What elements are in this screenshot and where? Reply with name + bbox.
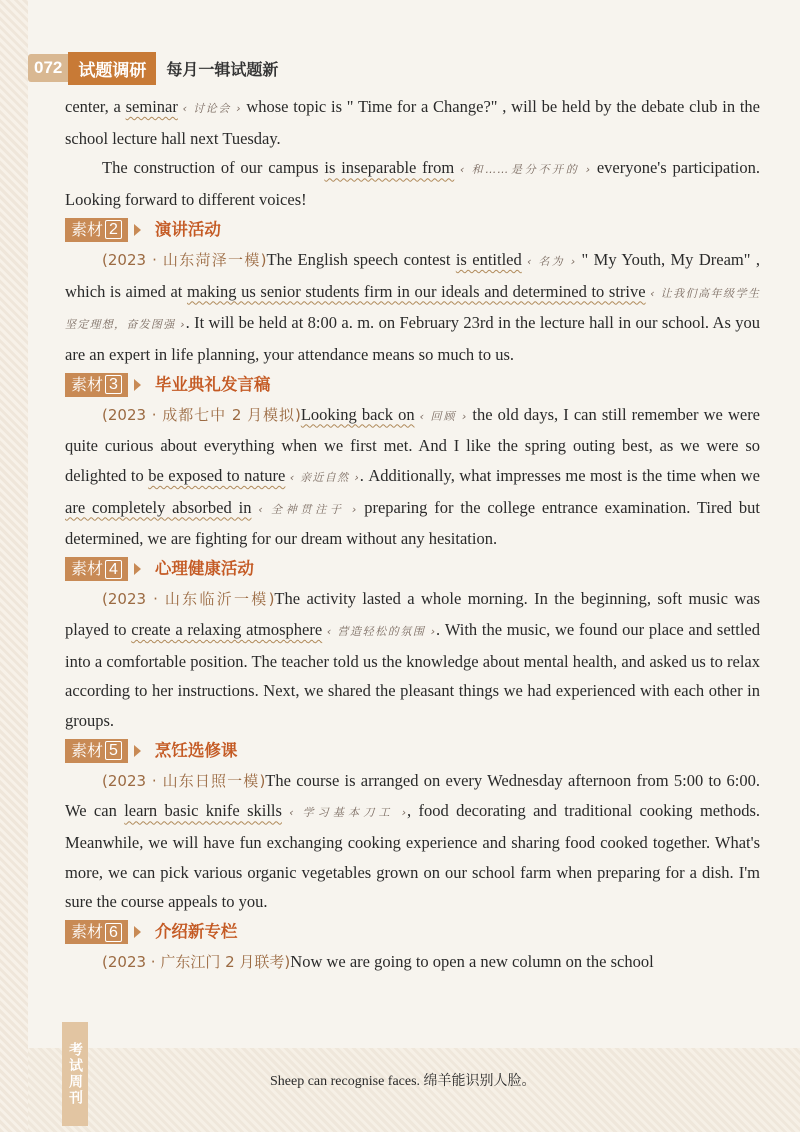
- phrase-note: ‹ 亲近自然 ›: [290, 471, 360, 484]
- page-header: [28, 48, 800, 88]
- key-phrase: learn basic knife skills: [124, 801, 282, 821]
- phrase-note: ‹ 回顾 ›: [420, 410, 468, 423]
- material-heading: [65, 554, 760, 584]
- material-text: ( 2023 · 山东临沂一模 ) The activity lasted a whole morning. In the beginning, soft music was played to create a relaxing atmosphere ‹ 营造轻松的氛围 › . With the music, we found our place and settled into a comfortable position. The teacher told us the knowledge about mental health, and asked us to relax according to her instructions. Next, we shared the pleasant things we had experienced with each other in groups.: [65, 584, 760, 736]
- material-text: ( 2023 · 山东菏泽一模 ) The English speech contest is entitled ‹ 名为 › " My Youth, My Dream" , which is aimed at making us senior students firm in our ideals and determined to strive ‹ 让我们高年级学生坚定理想，奋发图强 › . It will be held at 8:00 a. m. on February 23rd in the lecture hall in our school. As you are an expert in life planning, your attendance means so much to us.: [65, 245, 760, 370]
- arrow-icon: [134, 563, 141, 575]
- key-phrase: is inseparable from: [324, 158, 455, 178]
- phrase-note: ‹ 和……是分不开的 ›: [460, 163, 591, 176]
- source-tag: ( 2023 · 成都七中 2 月模拟 ): [102, 406, 301, 424]
- arrow-icon: [134, 224, 141, 236]
- page-number: 072: [28, 54, 68, 82]
- header-subtitle: 每月一辑试题新: [166, 59, 279, 79]
- material-topic: 烹饪选修课: [154, 740, 238, 760]
- material-text: ( 2023 · 广东江门 2 月联考 ) Now we are going to open a new column on the school: [65, 947, 760, 978]
- material-topic: 演讲活动: [154, 219, 221, 239]
- page-footer: [28, 1048, 800, 1132]
- material-number: 6: [105, 923, 122, 942]
- material-number: 3: [105, 375, 122, 394]
- source-tag: ( 2023 · 山东临沂一模 ): [102, 590, 274, 608]
- source-tag: ( 2023 · 广东江门 2 月联考 ): [102, 953, 290, 971]
- footer-fact: [270, 1070, 536, 1090]
- material-number: 4: [105, 560, 122, 579]
- arrow-icon: [134, 379, 141, 391]
- material-badge: 素材 4: [65, 557, 128, 581]
- material-badge: 素材 5: [65, 739, 128, 763]
- left-margin-strip: [0, 0, 28, 1132]
- intro-paragraph-1: center, a seminar ‹ 讨论会 › whose topic is " Time for a Change?" , will be held by the debate club in the school lecture hall next Tuesday.: [65, 92, 760, 153]
- key-phrase: are completely absorbed in: [65, 497, 252, 517]
- footer-fact-en: Sheep can recognise faces.: [270, 1074, 421, 1089]
- material-topic: 介绍新专栏: [154, 922, 238, 942]
- phrase-note: ‹ 名为 ›: [527, 255, 576, 268]
- intro-paragraph-2: The construction of our campus is inseparable from ‹ 和……是分不开的 › everyone's participation. Looking forward to different voices!: [65, 153, 760, 214]
- main-content: [65, 92, 760, 978]
- material-topic: 毕业典礼发言稿: [154, 374, 271, 394]
- key-phrase: be exposed to nature: [148, 466, 286, 486]
- phrase-note: ‹ 全神贯注于 ›: [258, 503, 357, 516]
- material-badge: 素材 6: [65, 920, 128, 944]
- side-tag: 考试周刊: [62, 1022, 88, 1126]
- material-topic: 心理健康活动: [154, 559, 254, 579]
- material-heading: [65, 917, 760, 947]
- arrow-icon: [134, 745, 141, 757]
- material-text: ( 2023 · 山东日照一模 ) The course is arranged on every Wednesday afternoon from 5:00 to 6:00. We can learn basic knife skills ‹ 学习基本刀工 › , food decorating and traditional cooking methods. Meanwhile, we will have fun exchanging cooking experience and sharing food cooked together. What's more, we can pick various organic vegetables grown on our school farm when preparing for a dish. I'm sure the course appeals to you.: [65, 766, 760, 918]
- section-name: 试题调研: [68, 52, 156, 85]
- key-phrase: create a relaxing atmosphere: [131, 619, 323, 639]
- material-heading: [65, 370, 760, 400]
- phrase-note: ‹ 营造轻松的氛围 ›: [327, 625, 436, 638]
- material-number: 5: [105, 741, 122, 760]
- phrase-note: ‹ 学习基本刀工 ›: [289, 806, 407, 819]
- source-tag: ( 2023 · 山东菏泽一模 ): [102, 251, 266, 269]
- material-text: ( 2023 · 成都七中 2 月模拟 ) Looking back on ‹ 回顾 › the old days, I can still remember we were quite curious about everything when we first met. And I like the spring outing best, as we were so delighted to be exposed to nature ‹ 亲近自然 › . Additionally, what impresses me most is the time when we are completely absorbed in ‹ 全神贯注于 › preparing for the college entrance examination. Tired but determined, we are fighting for our dream without any hesitation.: [65, 400, 760, 555]
- footer-fact-cn: 绵羊能识别人脸。: [423, 1073, 536, 1089]
- phrase-note: ‹ 讨论会 ›: [183, 102, 242, 115]
- phrase-note: ‹ 让我们高年级学生坚定理想，奋发图强 ›: [65, 287, 760, 332]
- key-phrase: is entitled: [455, 249, 522, 269]
- key-phrase: seminar: [125, 97, 178, 116]
- material-badge: 素材 2: [65, 218, 128, 242]
- material-number: 2: [105, 220, 122, 239]
- material-badge: 素材 3: [65, 373, 128, 397]
- key-phrase: Looking back on: [300, 404, 415, 424]
- material-heading: [65, 215, 760, 245]
- source-tag: ( 2023 · 山东日照一模 ): [102, 772, 265, 790]
- key-phrase: making us senior students firm in our ideals and determined to strive: [187, 281, 646, 301]
- material-heading: [65, 736, 760, 766]
- arrow-icon: [134, 926, 141, 938]
